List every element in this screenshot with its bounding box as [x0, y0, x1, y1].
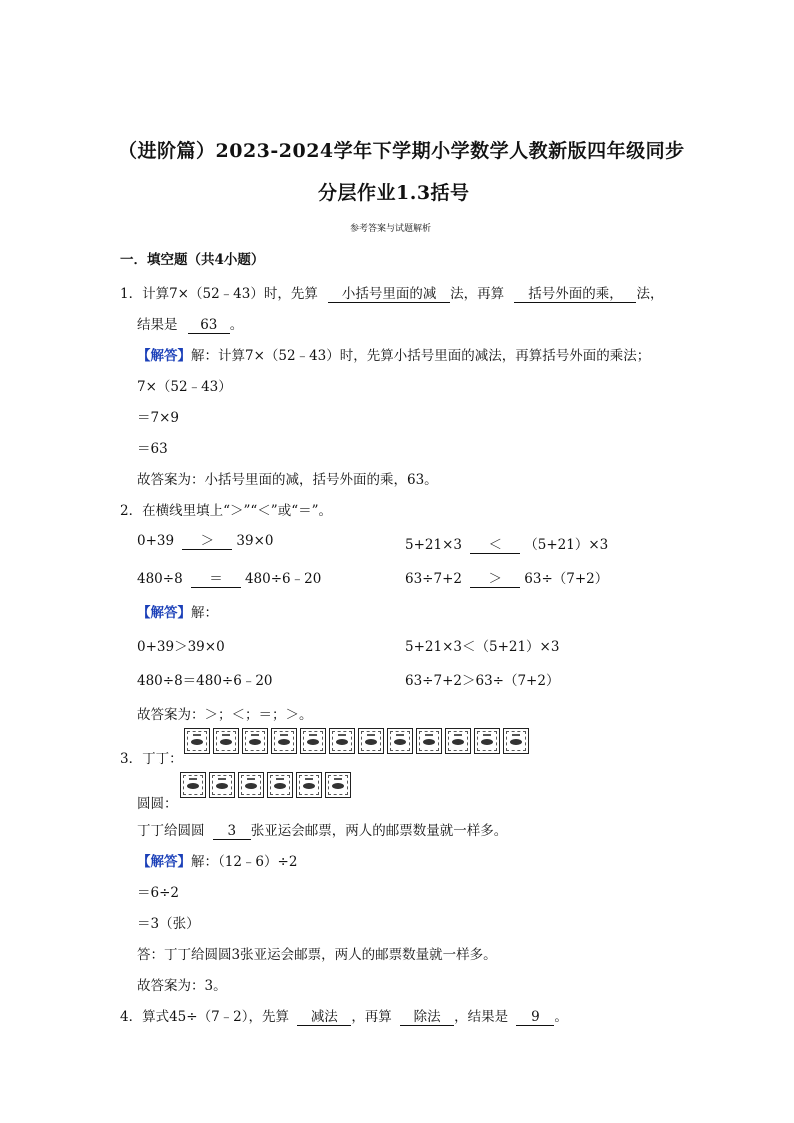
stamp-icon — [503, 728, 529, 754]
q2-c-left: 480÷8 — [137, 571, 183, 587]
stamp-icon — [180, 772, 206, 798]
q3-question — [137, 819, 507, 840]
q2-result-4: 63÷7+2＞63÷（7+2） — [405, 673, 560, 689]
q1-step-1: 7×（52﹣43） — [137, 379, 232, 395]
q3-blank-1: 3 — [213, 824, 251, 840]
stamp-icon — [242, 728, 268, 754]
q2-prompt: 2．在横线里填上“＞”“＜”或“＝”。 — [120, 503, 332, 519]
q2-c-right: 480÷6﹣20 — [244, 571, 322, 587]
q1-step-2: ＝7×9 — [137, 410, 179, 426]
stamp-icon — [184, 728, 210, 754]
q1-blank-1: 小括号里面的减 — [328, 287, 450, 303]
q3-final: 故答案为：3。 — [137, 978, 227, 994]
q2-b-blank: ＜ — [470, 538, 520, 554]
q4-text-2: ，再算 — [351, 1009, 392, 1025]
q3-answer-text: 解：（12﹣6）÷2 — [191, 854, 298, 870]
stamp-icon — [358, 728, 384, 754]
q1-text-3: 法， — [636, 286, 664, 302]
q4-blank-2: 除法 — [400, 1010, 454, 1026]
stamp-icon — [416, 728, 442, 754]
q1-answer-tag: 【解答】 — [137, 348, 191, 364]
q3-ding-label: 3．丁丁： — [120, 751, 183, 767]
q1-text-1: 1．计算7×（52﹣43）时，先算 — [120, 286, 318, 302]
q3-text-2: 张亚运会邮票，两人的邮票数量就一样多。 — [250, 823, 508, 839]
q2-answer — [137, 601, 218, 621]
yuan-stamp-row — [180, 772, 351, 798]
doc-subtitle: 参考答案与试题解析 — [350, 224, 432, 234]
q2-item-b — [405, 533, 608, 554]
q2-result-3: 480÷8＝480÷6﹣20 — [137, 673, 273, 689]
stamp-icon — [271, 728, 297, 754]
q1-answer — [137, 344, 650, 364]
q1-text-4: 结果是 — [137, 317, 178, 333]
q4-text-3: ，结果是 — [454, 1009, 509, 1025]
q2-a-blank: ＞ — [182, 534, 232, 550]
doc-title-line1: （进阶篇）2023-2024学年下学期小学数学人教新版四年级同步 — [118, 140, 685, 162]
q2-c-blank: ＝ — [191, 572, 241, 588]
q3-answer-tag: 【解答】 — [137, 854, 191, 870]
stamp-icon — [445, 728, 471, 754]
q2-item-c — [137, 567, 321, 588]
stamp-icon — [209, 772, 235, 798]
stamp-icon — [300, 728, 326, 754]
q1-line1 — [120, 282, 663, 303]
q1-blank-2: 括号外面的乘， — [514, 287, 636, 303]
q2-final: 故答案为：＞；＜；＝；＞。 — [137, 707, 313, 723]
q1-line2 — [137, 313, 243, 334]
q1-answer-text: 解：计算7×（52﹣43）时，先算小括号里面的减法，再算括号外面的乘法； — [191, 348, 651, 364]
q1-step-3: ＝63 — [137, 441, 168, 457]
q2-b-right: （5+21）×3 — [524, 537, 609, 553]
q4-line — [120, 1005, 568, 1026]
q3-yuan-label: 圆圆： — [137, 796, 178, 812]
q3-text-1: 丁丁给圆圆 — [137, 823, 205, 839]
section-heading: 一．填空题（共4小题） — [120, 252, 265, 268]
q2-d-right: 63÷（7+2） — [524, 571, 609, 587]
q2-item-d — [405, 567, 608, 588]
q2-answer-tag: 【解答】 — [137, 605, 191, 621]
q3-step-2: ＝3（张） — [137, 916, 200, 932]
q2-d-blank: ＞ — [470, 572, 520, 588]
stamp-icon — [238, 772, 264, 798]
ding-stamp-row — [184, 728, 529, 754]
q3-answer — [137, 850, 297, 870]
stamp-icon — [296, 772, 322, 798]
q2-a-left: 0+39 — [137, 533, 175, 549]
q2-answer-text: 解： — [191, 605, 218, 621]
q2-a-right: 39×0 — [236, 533, 274, 549]
q1-final: 故答案为：小括号里面的减，括号外面的乘，63。 — [137, 472, 438, 488]
stamp-icon — [213, 728, 239, 754]
stamp-icon — [325, 772, 351, 798]
q1-text-5: 。 — [229, 317, 244, 333]
doc-title-line2: 分层作业1.3括号 — [318, 182, 470, 204]
q4-text-1: 4．算式45÷（7﹣2），先算 — [120, 1009, 290, 1025]
q2-item-a — [137, 533, 273, 550]
q3-step-1: ＝6÷2 — [137, 885, 179, 901]
q1-blank-3: 63 — [188, 318, 230, 334]
q2-b-left: 5+21×3 — [405, 537, 462, 553]
q4-text-4: 。 — [554, 1009, 568, 1025]
q2-d-left: 63÷7+2 — [405, 571, 462, 587]
stamp-icon — [387, 728, 413, 754]
q2-result-2: 5+21×3＜（5+21）×3 — [405, 639, 560, 655]
stamp-icon — [267, 772, 293, 798]
stamp-icon — [329, 728, 355, 754]
q2-result-1: 0+39＞39×0 — [137, 639, 225, 655]
q4-blank-1: 减法 — [297, 1010, 351, 1026]
q3-step-3: 答：丁丁给圆圆3张亚运会邮票，两人的邮票数量就一样多。 — [137, 947, 497, 963]
stamp-icon — [474, 728, 500, 754]
q1-text-2: 法，再算 — [450, 286, 505, 302]
q4-blank-3: 9 — [516, 1010, 554, 1026]
